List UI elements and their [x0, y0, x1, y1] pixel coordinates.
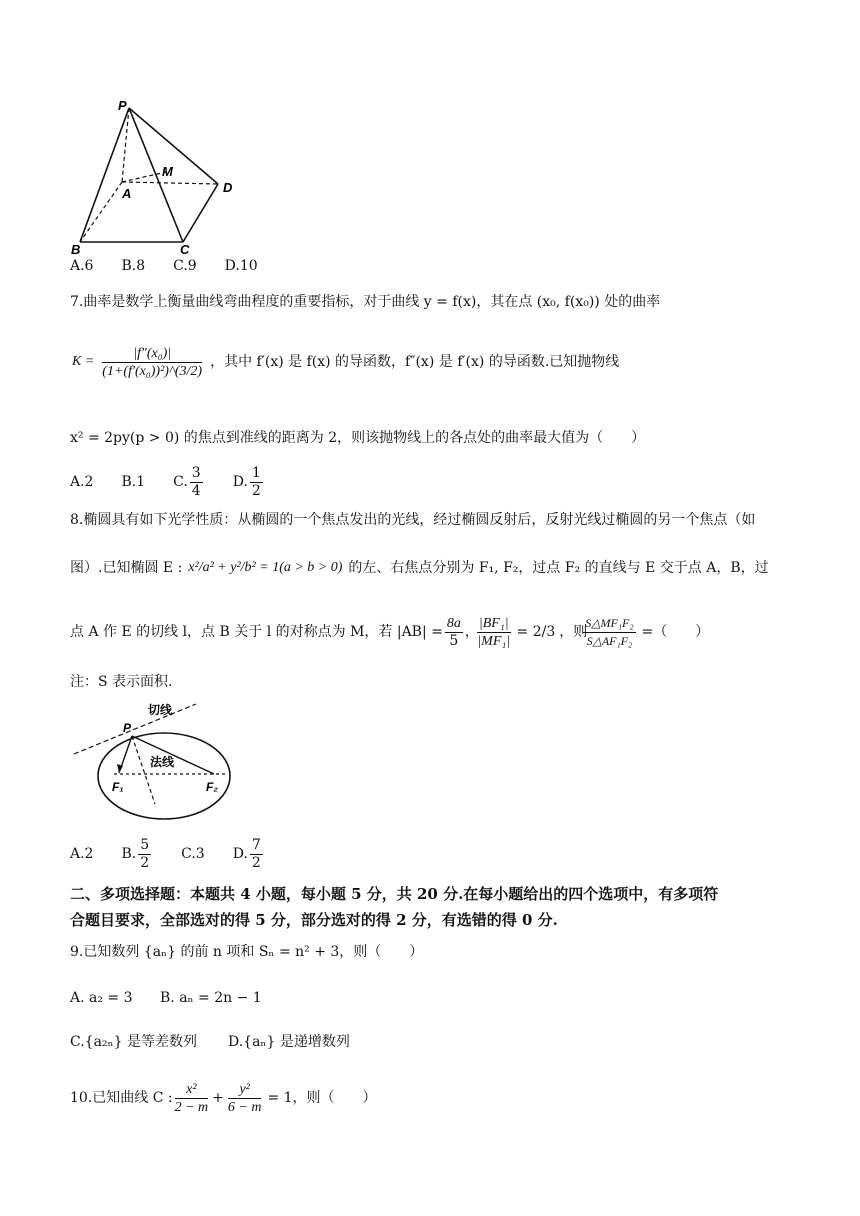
- q7-formula-row: [72, 332, 619, 392]
- q8-ratio-value: = 2/3: [516, 624, 556, 640]
- label-A: A: [122, 186, 132, 201]
- q8-ratio-den: |MF₁|: [477, 633, 511, 649]
- q8-option-c: C.3: [181, 846, 205, 862]
- q8-line2a: 图）.已知椭圆 E :: [70, 560, 183, 576]
- q6-options: A.6 B.8 C.9 D.10: [70, 258, 258, 274]
- q8-ab-fraction: [445, 615, 463, 650]
- q9-stem: 9.已知数列 {aₙ} 的前 n 项和 Sₙ = n² + 3，则（ ）: [70, 944, 424, 960]
- q9-option-d: D.{aₙ} 是递增数列: [228, 1034, 350, 1050]
- q10-fraction-1-den: 2 − m: [174, 1099, 209, 1115]
- q8-line2b: 的左、右焦点分别为 F₁, F₂，过点 F₂ 的直线与 E 交于点 A，B，过: [348, 560, 769, 576]
- q7-formula-den: (1+(f′(x₀))²)^(3/2): [102, 363, 203, 379]
- q8-option-b-num: 5: [140, 836, 150, 853]
- ellipse-figure: [68, 696, 248, 826]
- q7-option-c-label: C.: [173, 474, 188, 490]
- q8-option-d-fraction: [250, 837, 263, 872]
- q8-ellipse-equation: x²/a² + y²/b² = 1(a > b > 0): [188, 560, 343, 575]
- q7-option-a: A.2: [70, 474, 94, 490]
- q7-line3: x² = 2py(p > 0) 的焦点到准线的距离为 2，则该抛物线上的各点处的曲率最大值为（ ）: [70, 430, 646, 446]
- q8-option-b-fraction: [138, 837, 151, 872]
- q8-option-a: A.2: [70, 846, 94, 862]
- point-P-label: P: [123, 721, 132, 735]
- q7-option-d-den: 2: [251, 482, 261, 499]
- q7-option-d-num: 1: [251, 464, 261, 481]
- q7-option-c-fraction: [190, 465, 203, 500]
- tangent-label: 切线: [148, 703, 173, 717]
- normal-label: 法线: [150, 755, 175, 769]
- q8-line3: 点 A 作 E 的切线 l，点 B 关于 l 的对称点为 M，若 |AB| = $\frac{8a}{5}$ ， $\frac{\text{|BF₁|}}{\text{|MF₁|}}$ = 2/3 ，则 $\frac{\text{S△MF₁F₂}}{\text{S△AF₁F₂}}$ =（ ）: [70, 615, 710, 649]
- q10-fraction-1: [175, 1081, 209, 1116]
- q8-option-d-num: 7: [251, 836, 261, 853]
- q8-option-d-den: 2: [251, 854, 261, 871]
- q9-option-b: B. aₙ = 2n − 1: [160, 990, 262, 1006]
- F1-label: F₁: [112, 780, 124, 794]
- q10-fraction-2: [228, 1081, 262, 1116]
- q8-ab-num: 8a: [446, 615, 461, 631]
- q8-line3-end: =（ ）: [641, 624, 710, 640]
- q8-line1: 8.椭圆具有如下光学性质：从椭圆的一个焦点发出的光线，经过椭圆反射后，反射光线过椭圆的另一个焦点（如: [70, 512, 756, 528]
- q10-plus: +: [212, 1090, 224, 1106]
- q8-note: 注：S 表示面积.: [70, 674, 173, 690]
- q7-option-d-fraction: [250, 465, 263, 500]
- label-P: P: [118, 98, 127, 113]
- q7-option-d-label: D.: [232, 474, 248, 490]
- label-B: B: [71, 242, 81, 256]
- q7-option-c-num: 3: [191, 464, 201, 481]
- F2-label: F₂: [206, 780, 218, 794]
- q8-option-d-label: D.: [232, 846, 248, 862]
- q8-option-b-label: B.: [121, 846, 137, 862]
- section2-heading-line2: 合题目要求，全部选对的得 5 分，部分选对的得 2 分，有选错的得 0 分.: [70, 911, 558, 929]
- q8-area-den: S△AF₁F₂: [586, 633, 633, 648]
- q9-option-a: A. a₂ = 3: [70, 990, 133, 1006]
- q7-formula-num: |f″(x₀)|: [102, 345, 202, 363]
- q7-formula-tail: ，其中 f′(x) 是 f(x) 的导函数，f″(x) 是 f′(x) 的导函数.已知抛物线: [210, 354, 620, 370]
- q8-line2: [70, 548, 769, 588]
- q8-option-b-den: 2: [140, 854, 150, 871]
- section2-heading-line1: 二、多项选择题：本题共 4 小题，每小题 5 分，共 20 分.在每小题给出的四个选项中，有多项符: [70, 885, 719, 903]
- q7-option-c-den: 4: [191, 482, 201, 499]
- q7-formula-lhs: K =: [72, 354, 95, 369]
- label-D: D: [223, 180, 233, 195]
- q10-stem-b: = 1，则（ ）: [267, 1090, 377, 1106]
- q7-options: [70, 460, 265, 504]
- q8-ratio-fraction: [477, 615, 511, 650]
- q10-fraction-2-den: 6 − m: [227, 1099, 262, 1115]
- label-M: M: [162, 164, 173, 179]
- q8-line3a: 点 A 作 E 的切线 l，点 B 关于 l 的对称点为 M，若 |AB| =: [70, 624, 443, 640]
- q10-fraction-1-num: x²: [175, 1081, 209, 1099]
- pyramid-figure: [68, 96, 248, 256]
- q8-options: [70, 832, 265, 876]
- q7-formula-fraction: [102, 345, 202, 380]
- q8-area-num: S△MF₁F₂: [583, 615, 635, 633]
- q10-stem-a: 10.已知曲线 C :: [70, 1090, 173, 1106]
- q10-stem: [70, 1074, 377, 1122]
- q8-ab-den: 5: [449, 632, 459, 649]
- q10-fraction-2-num: y²: [228, 1081, 262, 1099]
- q8-ratio-num: |BF₁|: [478, 615, 509, 631]
- q8-area-fraction: [583, 615, 635, 650]
- q7-option-b: B.1: [121, 474, 146, 490]
- label-C: C: [180, 242, 190, 256]
- q7-line1: 7.曲率是数学上衡量曲线弯曲程度的重要指标，对于曲线 y = f(x)，其在点 (x₀, f(x₀)) 处的曲率: [70, 294, 661, 310]
- q9-option-c: C.{a₂ₙ} 是等差数列: [70, 1034, 197, 1050]
